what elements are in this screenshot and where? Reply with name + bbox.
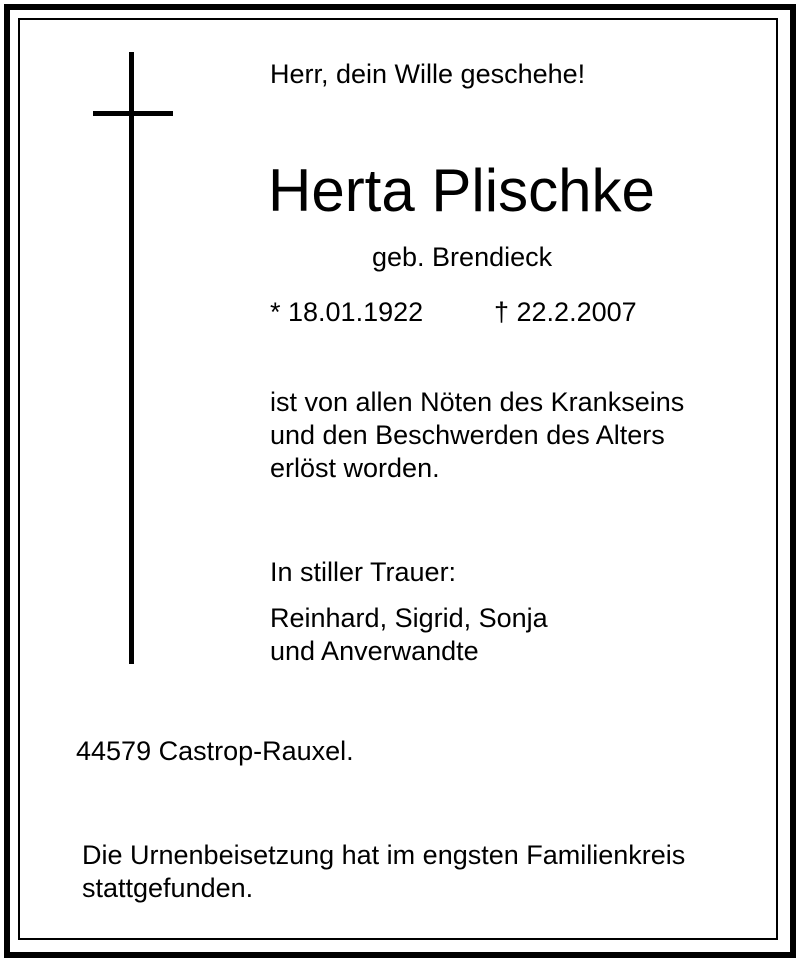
burial-line: stattgefunden. — [82, 873, 254, 903]
message-line: ist von allen Nöten des Krankseins — [270, 387, 685, 417]
location: 44579 Castrop-Rauxel. — [76, 736, 354, 766]
cross-vertical-beam — [129, 52, 134, 664]
deceased-name: Herta Plischke — [268, 157, 655, 224]
burial-line: Die Urnenbeisetzung hat im engsten Familienkreis — [82, 840, 686, 870]
message — [270, 386, 750, 485]
mourner-line: Reinhard, Sigrid, Sonja — [270, 603, 548, 633]
mourning-label: In stiller Trauer: — [270, 557, 457, 587]
maiden-name: geb. Brendieck — [372, 242, 553, 272]
message-line: und den Beschwerden des Alters — [270, 420, 665, 450]
motto: Herr, dein Wille geschehe! — [270, 59, 586, 89]
message-line: erlöst worden. — [270, 453, 440, 483]
death-date: † 22.2.2007 — [494, 297, 637, 327]
burial-notice — [82, 839, 772, 905]
mourner-line: und Anverwandte — [270, 636, 479, 666]
mourners — [270, 602, 750, 668]
cross-horizontal-beam — [93, 111, 173, 116]
birth-date: * 18.01.1922 — [270, 297, 424, 327]
